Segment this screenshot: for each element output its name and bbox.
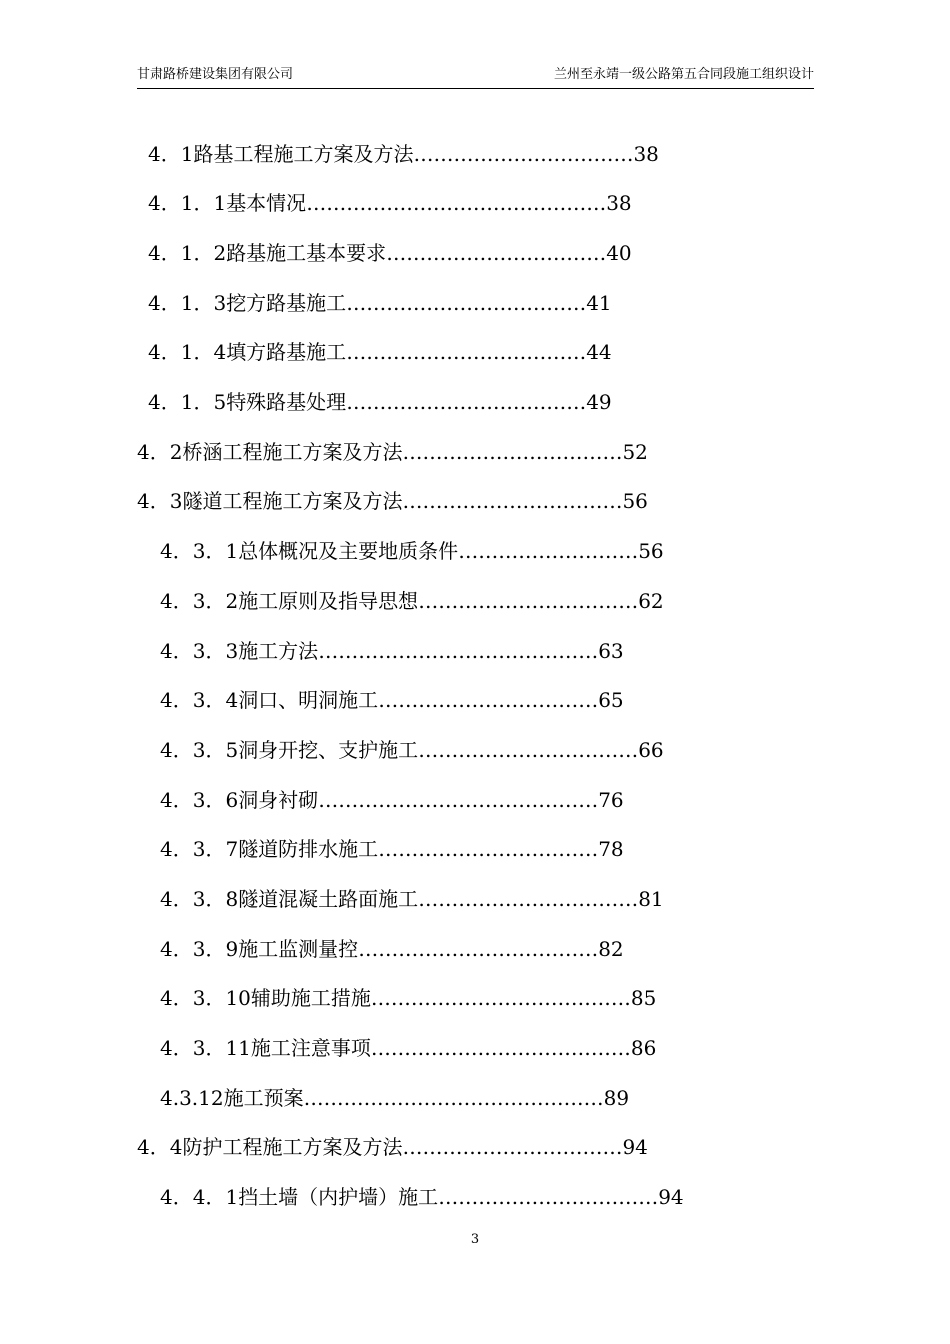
toc-entry-number: 4．3．2 (160, 589, 239, 613)
toc-entry[interactable] (160, 1183, 684, 1211)
toc-entry[interactable] (160, 786, 624, 814)
toc-entry[interactable] (160, 736, 664, 764)
toc-entry-page: 49 (586, 390, 612, 414)
toc-entry-title: 施工原则及指导思想 (238, 589, 419, 613)
toc-entry[interactable] (137, 438, 648, 466)
toc-entry-page: 38 (606, 191, 632, 215)
toc-entry-title: 路基施工基本要求 (226, 241, 387, 265)
toc-entry-page: 78 (598, 837, 624, 861)
toc-entry-number: 4．1．3 (148, 291, 227, 315)
toc-entry-number: 4．2 (137, 440, 183, 464)
toc-entry-number: 4．1．5 (148, 390, 227, 414)
toc-entry-title: 基本情况 (226, 191, 307, 215)
toc-entry-title: 洞口、明洞施工 (238, 688, 379, 712)
toc-entry[interactable] (160, 686, 624, 714)
toc-entry-page: 65 (598, 688, 624, 712)
toc-entry-number: 4．3．5 (160, 738, 239, 762)
toc-entry-title: 特殊路基处理 (226, 390, 347, 414)
toc-entry-number: 4．1．4 (148, 340, 227, 364)
toc-entry-leader: …………………………………… (318, 788, 599, 812)
toc-entry-title: 施工注意事项 (250, 1036, 371, 1060)
toc-entry-number: 4．1．1 (148, 191, 227, 215)
toc-entry-number: 4．3．3 (160, 639, 239, 663)
toc-entry-number: 4．3．7 (160, 837, 239, 861)
toc-entry-page: 44 (586, 340, 612, 364)
toc-entry-page: 89 (603, 1086, 630, 1110)
toc-entry[interactable] (160, 537, 664, 565)
toc-entry-number: 4．3．11 (160, 1036, 251, 1060)
toc-entry-title: 总体概况及主要地质条件 (238, 539, 459, 563)
toc-entry[interactable] (160, 587, 664, 615)
toc-entry-page: 82 (598, 937, 624, 961)
toc-entry-number: 4．1．2 (148, 241, 227, 265)
toc-entry-title: 填方路基施工 (226, 340, 347, 364)
toc-entry-page: 52 (622, 440, 648, 464)
page-header (137, 66, 814, 89)
toc-entry-leader: ……………………………… (346, 291, 587, 315)
toc-entry-page: 56 (622, 489, 648, 513)
toc-entry-number: 4．3 (137, 489, 183, 513)
toc-entry-number: 4.3.12 (160, 1086, 224, 1110)
toc-entry-leader: …………………………… (418, 589, 639, 613)
toc-entry-leader: …………………………… (378, 837, 599, 861)
toc-entry-page: 86 (630, 1036, 657, 1060)
toc-entry[interactable] (148, 140, 659, 168)
toc-entry-title: 路基工程施工方案及方法 (193, 142, 414, 166)
toc-entry-number: 4．3．1 (160, 539, 239, 563)
toc-entry-leader: …………………………… (418, 738, 639, 762)
toc-entry-number: 4．4．1 (160, 1185, 239, 1209)
toc-entry[interactable] (160, 1084, 629, 1112)
toc-entry-leader: ……………………………… (346, 340, 587, 364)
toc-entry-title: 辅助施工措施 (250, 986, 371, 1010)
toc-entry-leader: ……………………… (458, 539, 639, 563)
toc-entry-page: 76 (598, 788, 624, 812)
toc-entry[interactable] (148, 289, 612, 317)
toc-entry-title: 施工监测量控 (238, 937, 359, 961)
toc-entry-page: 56 (638, 539, 664, 563)
toc-entry-number: 4．3．6 (160, 788, 239, 812)
toc-entry-number: 4．4 (137, 1135, 183, 1159)
toc-entry-page: 40 (606, 241, 632, 265)
toc-entry-title: 施工方法 (238, 639, 319, 663)
toc-entry-leader: ……………………………… (358, 937, 599, 961)
toc-entry-title: 隧道工程施工方案及方法 (182, 489, 403, 513)
toc-entry-page: 81 (638, 887, 664, 911)
toc-entry[interactable] (148, 388, 612, 416)
toc-entry-number: 4．1 (148, 142, 194, 166)
toc-entry-leader: …………………………… (402, 1135, 623, 1159)
toc-entry-number: 4．3．10 (160, 986, 251, 1010)
toc-entry-number: 4．3．8 (160, 887, 239, 911)
toc-entry-page: 94 (622, 1135, 648, 1159)
toc-entry[interactable] (160, 835, 624, 863)
toc-entry-title: 隧道混凝土路面施工 (238, 887, 419, 911)
toc-entry[interactable] (137, 1133, 648, 1161)
toc-entry-leader: …………………………………… (318, 639, 599, 663)
toc-entry-page: 66 (638, 738, 664, 762)
toc-entry-title: 桥涵工程施工方案及方法 (182, 440, 403, 464)
toc-entry-page: 85 (630, 986, 657, 1010)
toc-entry-leader: ………………………………… (370, 986, 631, 1010)
toc-entry-leader: …………………………… (413, 142, 634, 166)
toc-entry[interactable] (137, 487, 648, 515)
toc-entry-title: 洞身衬砌 (238, 788, 319, 812)
toc-entry[interactable] (148, 338, 612, 366)
toc-entry-leader: ……………………………………… (303, 1086, 604, 1110)
toc-entry[interactable] (160, 885, 664, 913)
toc-entry[interactable] (148, 239, 632, 267)
toc-entry-page: 94 (658, 1185, 684, 1209)
toc-entry[interactable] (160, 637, 624, 665)
page-number: 3 (470, 1232, 480, 1247)
toc-entry-page: 38 (633, 142, 659, 166)
toc-entry-page: 63 (598, 639, 624, 663)
toc-entry-leader: …………………………… (402, 440, 623, 464)
toc-entry-leader: …………………………… (438, 1185, 659, 1209)
toc-entry[interactable] (160, 1034, 656, 1062)
toc-entry-page: 62 (638, 589, 664, 613)
toc-entry[interactable] (160, 984, 656, 1012)
toc-entry-leader: ……………………………… (346, 390, 587, 414)
toc-entry-leader: …………………………… (418, 887, 639, 911)
toc-entry-leader: …………………………… (386, 241, 607, 265)
toc-entry-leader: …………………………… (378, 688, 599, 712)
toc-entry-number: 4．3．4 (160, 688, 239, 712)
toc-entry-title: 洞身开挖、支护施工 (238, 738, 419, 762)
toc-entry-title: 挖方路基施工 (226, 291, 347, 315)
toc-entry-leader: ……………………………………… (306, 191, 607, 215)
toc-entry-page: 41 (586, 291, 612, 315)
toc-entry-title: 隧道防排水施工 (238, 837, 379, 861)
toc-entry-leader: …………………………… (402, 489, 623, 513)
toc-entry-title: 施工预案 (223, 1086, 304, 1110)
toc-entry[interactable] (148, 189, 632, 217)
header-company-name: 甘肃路桥建设集团有限公司 (137, 67, 294, 82)
header-document-title: 兰州至永靖一级公路第五合同段施工组织设计 (553, 67, 814, 82)
toc-entry-leader: ………………………………… (370, 1036, 631, 1060)
toc-entry-title: 挡土墙（内护墙）施工 (238, 1185, 439, 1209)
toc-entry-title: 防护工程施工方案及方法 (182, 1135, 403, 1159)
toc-entry[interactable] (160, 935, 624, 963)
toc-entry-number: 4．3．9 (160, 937, 239, 961)
